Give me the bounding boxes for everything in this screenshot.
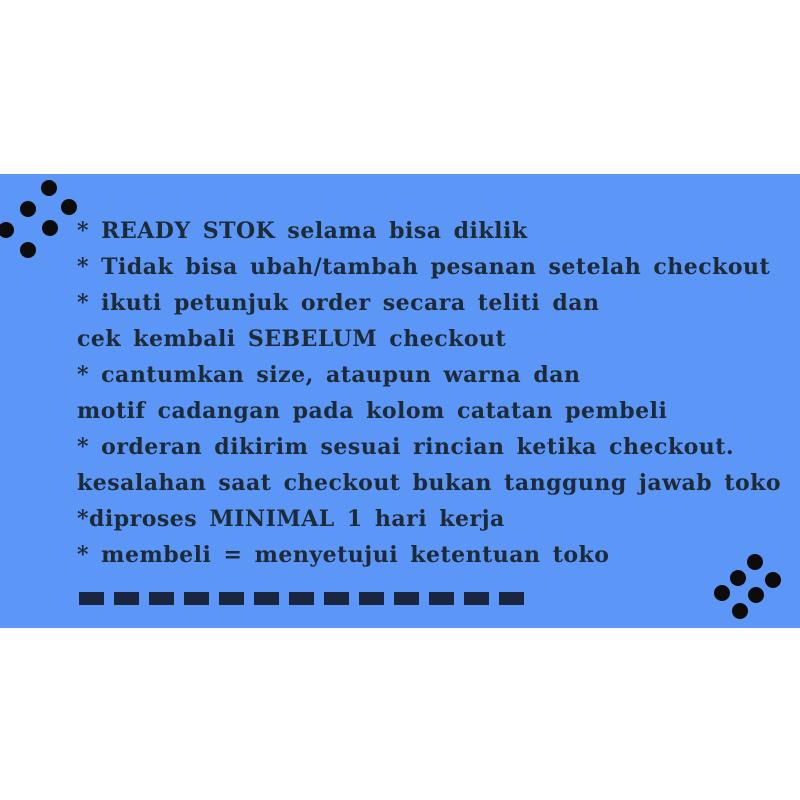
dot-icon: [42, 220, 58, 236]
dashed-divider: [79, 592, 525, 605]
dash-segment: [184, 592, 209, 605]
dash-segment: [114, 592, 139, 605]
dash-segment: [324, 592, 349, 605]
dash-segment: [359, 592, 384, 605]
rule-line: kesalahan saat checkout bukan tanggung jawab toko: [77, 470, 782, 496]
dash-segment: [149, 592, 174, 605]
dot-icon: [41, 180, 57, 196]
dash-segment: [219, 592, 244, 605]
rule-line: * Tidak bisa ubah/tambah pesanan setelah checkout: [77, 254, 771, 280]
dash-segment: [464, 592, 489, 605]
dot-icon: [732, 603, 748, 619]
rule-line: * cantumkan size, ataupun warna dan: [77, 362, 581, 388]
rule-line: * membeli = menyetujui ketentuan toko: [77, 542, 610, 568]
dash-segment: [254, 592, 279, 605]
dash-segment: [429, 592, 454, 605]
rule-line: * orderan dikirim sesuai rincian ketika checkout.: [77, 434, 735, 460]
dot-icon: [20, 201, 36, 217]
rule-line: * ikuti petunjuk order secara teliti dan: [77, 290, 600, 316]
rule-line: * READY STOK selama bisa diklik: [77, 218, 528, 244]
dot-icon: [20, 242, 36, 258]
dash-segment: [289, 592, 314, 605]
dot-icon: [748, 587, 764, 603]
dot-icon: [61, 199, 77, 215]
dash-segment: [79, 592, 104, 605]
store-rules-list: [77, 213, 800, 573]
dash-segment: [394, 592, 419, 605]
dot-icon: [714, 585, 730, 601]
dash-segment: [499, 592, 524, 605]
rule-line: cek kembali SEBELUM checkout: [77, 326, 507, 352]
rule-line: *diproses MINIMAL 1 hari kerja: [77, 506, 505, 532]
rule-line: motif cadangan pada kolom catatan pembeli: [77, 398, 668, 424]
dot-icon: [765, 572, 781, 588]
